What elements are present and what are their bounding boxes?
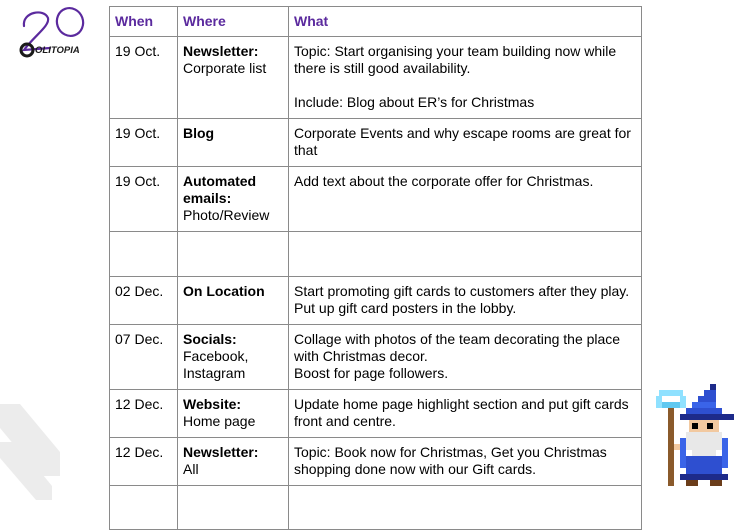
cell-where — [178, 167, 289, 232]
marketing-schedule-table — [109, 6, 642, 530]
cell-what — [289, 438, 642, 486]
wizard-icon — [632, 378, 746, 492]
where-channel: Socials: — [183, 331, 237, 347]
cell-when: 07 Dec. — [110, 325, 178, 390]
cell-when: 19 Oct. — [110, 167, 178, 232]
where-detail: All — [183, 461, 199, 477]
logo-text: OLITOPIA — [35, 45, 80, 56]
empty-cell — [289, 232, 642, 277]
cell-when: 19 Oct. — [110, 119, 178, 167]
table-row — [110, 119, 642, 167]
where-channel: Website: — [183, 396, 242, 412]
where-channel: Newsletter: — [183, 444, 259, 460]
cell-what — [289, 390, 642, 438]
where-detail: Home page — [183, 413, 256, 429]
table-row — [110, 277, 642, 325]
empty-cell — [289, 486, 642, 530]
what-text: Corporate Events and why escape rooms are great for that — [294, 125, 631, 158]
table-row — [110, 390, 642, 438]
olitopia-logo — [14, 4, 94, 66]
what-text: Add text about the corporate offer for Christmas. — [294, 173, 594, 189]
what-text: Update home page highlight section and put gift cards front and centre. — [294, 396, 629, 429]
what-text: Boost for page followers. — [294, 365, 449, 381]
cell-where — [178, 325, 289, 390]
empty-cell — [178, 486, 289, 530]
where-channel: On Location — [183, 283, 265, 299]
cell-when: 12 Dec. — [110, 390, 178, 438]
cell-when: 19 Oct. — [110, 37, 178, 119]
cell-what — [289, 277, 642, 325]
table-gap-row — [110, 232, 642, 277]
table-header-row — [110, 7, 642, 37]
header-where: Where — [178, 7, 289, 37]
where-detail: Photo/Review — [183, 207, 270, 223]
cell-what — [289, 37, 642, 119]
table-row — [110, 325, 642, 390]
table-row — [110, 37, 642, 119]
what-text: Start promoting gift cards to customers after they play. — [294, 283, 630, 299]
cell-when: 12 Dec. — [110, 438, 178, 486]
where-detail: Corporate list — [183, 60, 267, 76]
where-channel: Blog — [183, 125, 215, 141]
header-when: When — [110, 7, 178, 37]
what-text: Topic: Start organising your team building now while there is still good availability. — [294, 43, 617, 76]
diagonal-stripes — [0, 396, 60, 500]
table-row — [110, 438, 642, 486]
cell-when: 02 Dec. — [110, 277, 178, 325]
cell-where — [178, 390, 289, 438]
cell-where — [178, 277, 289, 325]
table-gap-row — [110, 486, 642, 530]
cell-what — [289, 325, 642, 390]
header-what: What — [289, 7, 642, 37]
what-text: Include: Blog about ER’s for Christmas — [294, 94, 535, 110]
what-text: Put up gift card posters in the lobby. — [294, 300, 517, 316]
what-text: Topic: Book now for Christmas, Get you Christmas shopping done now with our Gift cards. — [294, 444, 607, 477]
cell-where — [178, 438, 289, 486]
cell-what — [289, 119, 642, 167]
empty-cell — [110, 486, 178, 530]
what-text: Collage with photos of the team decorating the place with Christmas decor. — [294, 331, 621, 364]
cell-where — [178, 119, 289, 167]
empty-cell — [178, 232, 289, 277]
where-channel: Newsletter: — [183, 43, 259, 59]
cell-where — [178, 37, 289, 119]
cell-what — [289, 167, 642, 232]
where-detail: Facebook, Instagram — [183, 348, 249, 381]
where-channel: Automated emails: — [183, 173, 257, 206]
table-row — [110, 167, 642, 232]
empty-cell — [110, 232, 178, 277]
